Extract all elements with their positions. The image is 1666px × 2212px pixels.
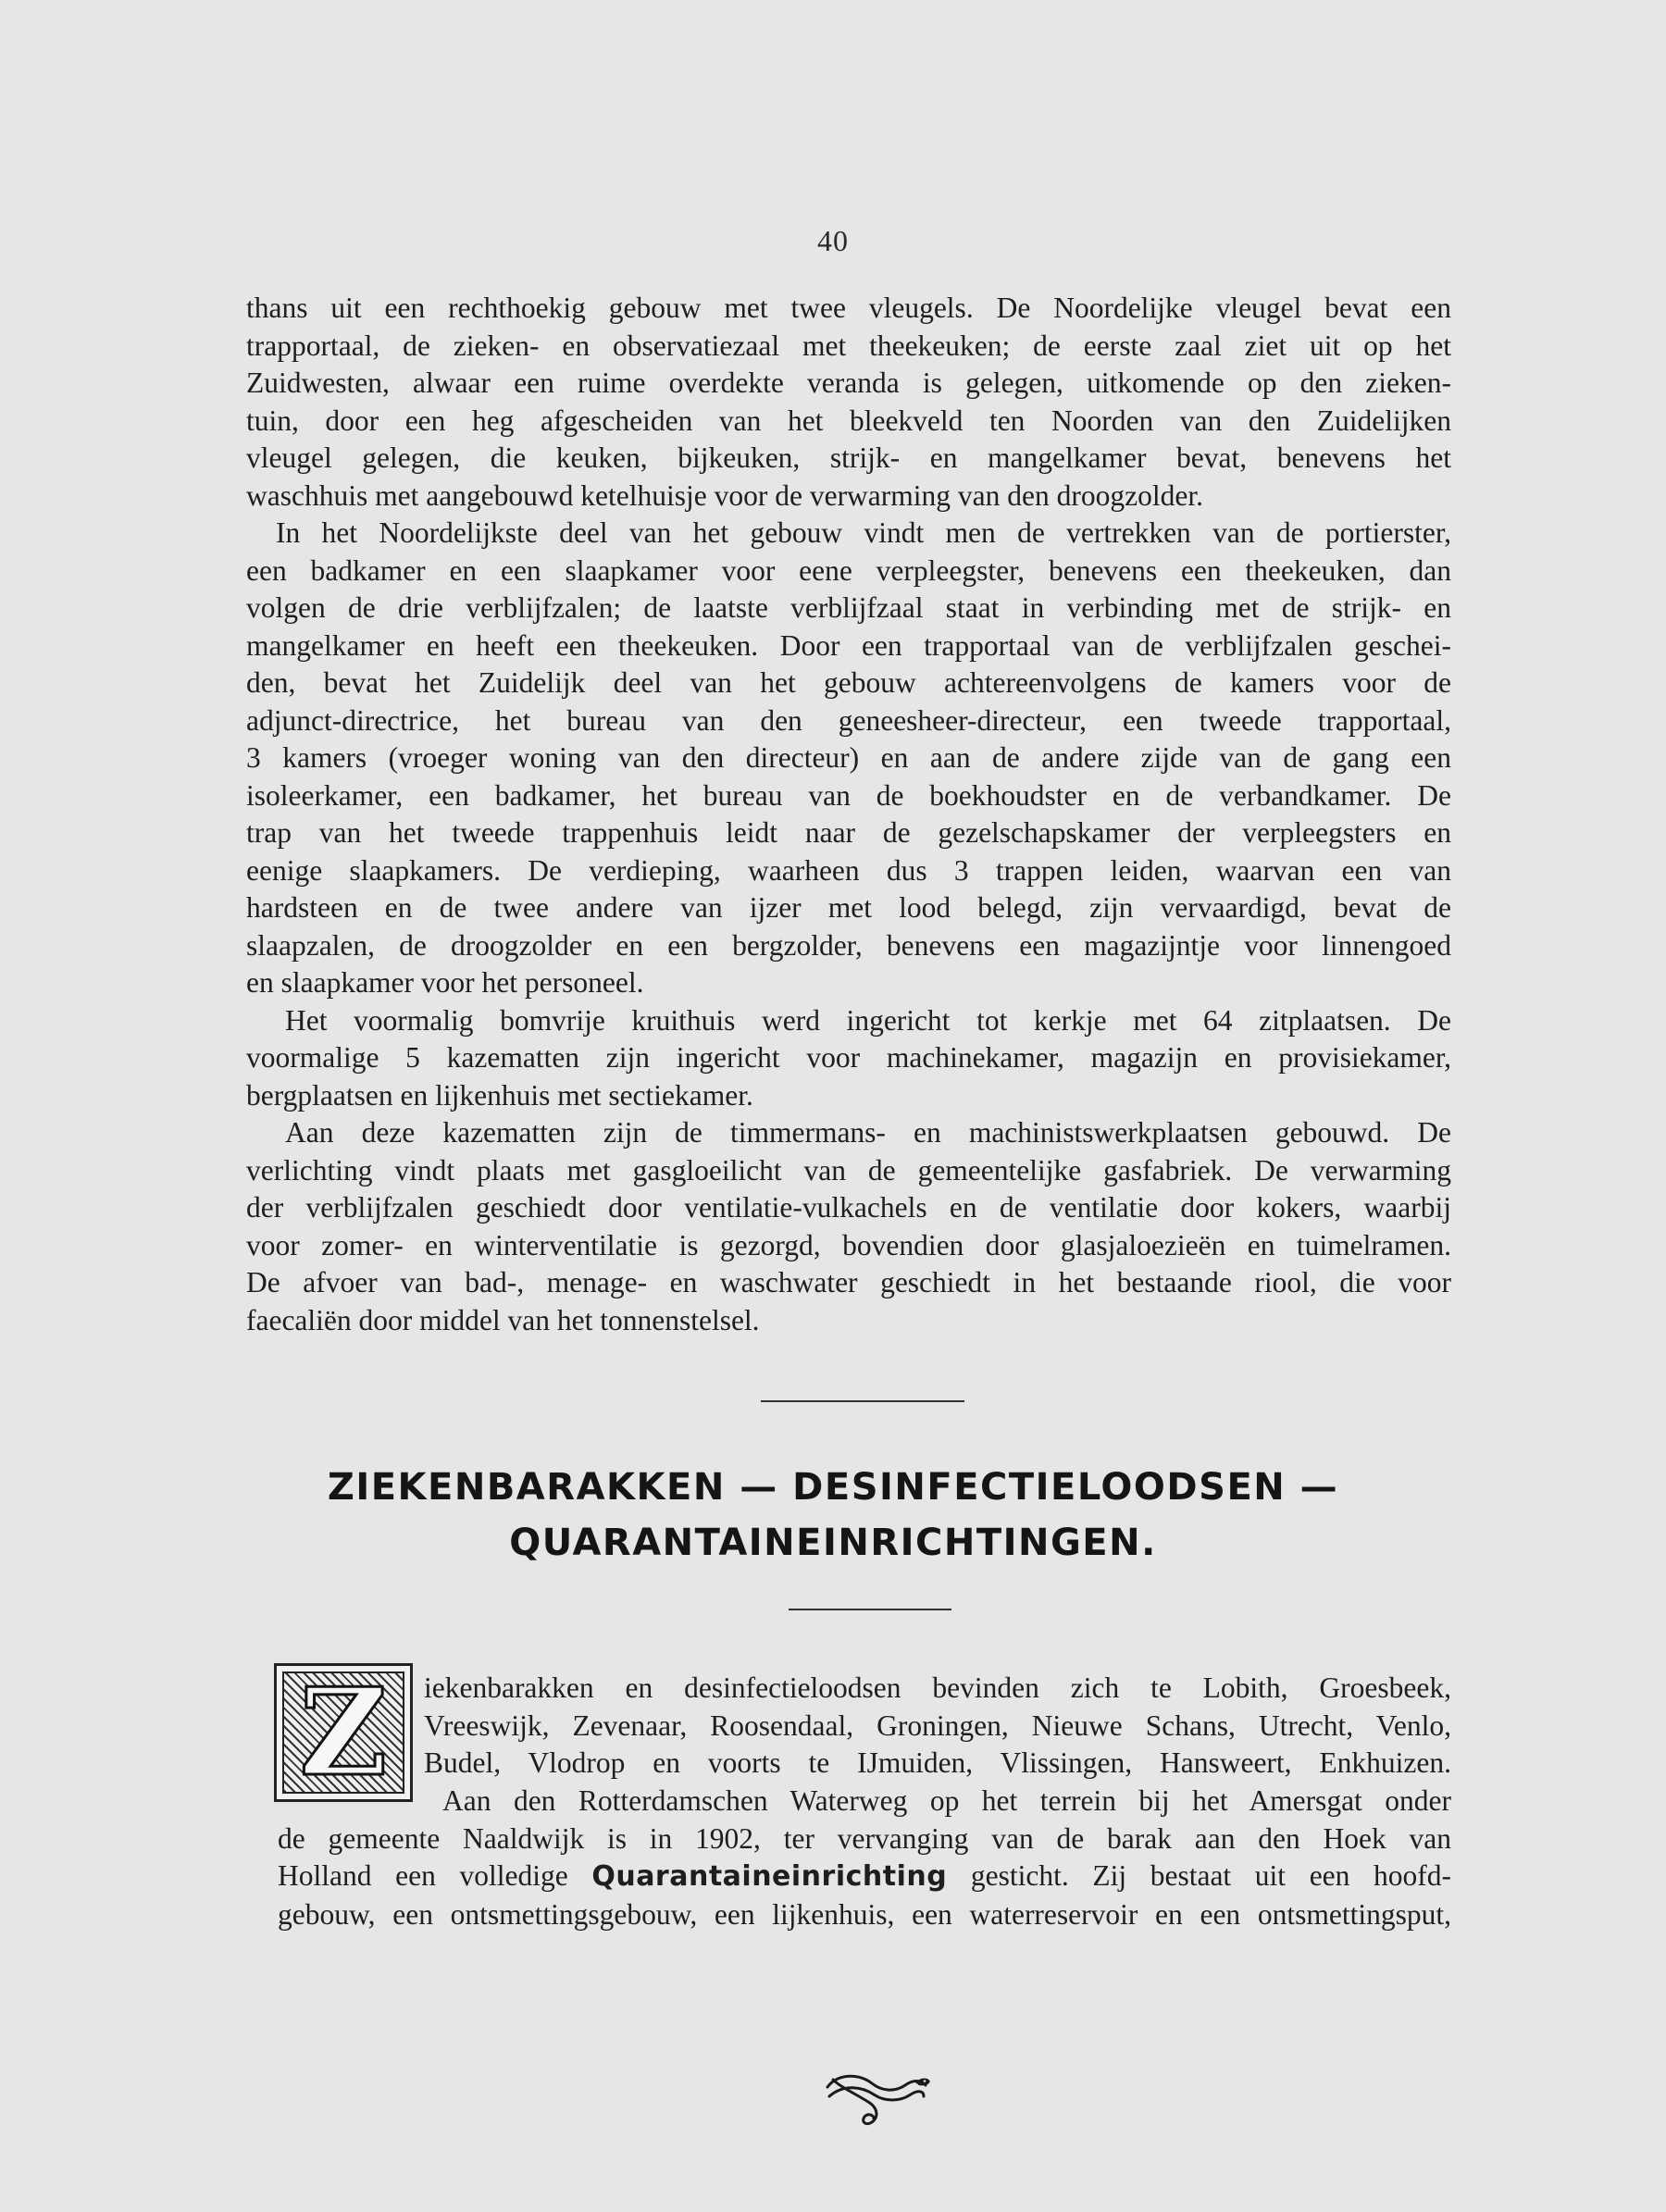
text-line: De afvoer van bad-, menage- en waschwater geschiedt in het bestaande riool, die voor	[246, 1266, 1451, 1299]
text-line: trap van het tweede trappenhuis leidt naar de gezelschapskamer der verpleegsters en	[246, 816, 1451, 849]
paragraph-wings	[246, 290, 1451, 1339]
text-line: en slaapkamer voor het personeel.	[246, 966, 644, 999]
text-line: Het voormalig bomvrije kruithuis werd ingericht tot kerkje met 64 zitplaatsen. De	[285, 1003, 1451, 1037]
text-line: een badkamer en een slaapkamer voor eene verpleegster, benevens een theekeuken, dan	[246, 553, 1451, 587]
text-line: tuin, door een heg afgescheiden van het bleekveld ten Noorden van den Zuidelijken	[246, 404, 1451, 437]
text-line: waschhuis met aangebouwd ketelhuisje voor de verwarming van den droogzolder.	[246, 478, 1203, 512]
text-line: iekenbarakken en desinfectieloodsen bevinden zich te Lobith, Groesbeek,	[424, 1671, 1451, 1704]
text-fragment: Holland een volledige	[278, 1859, 568, 1892]
ornamental-initial	[274, 1663, 413, 1802]
text-line: mangelkamer en heeft een theekeuken. Door een trapportaal van de verblijfzalen geschei-	[246, 628, 1451, 662]
section-heading: ZIEKENBARAKKEN — DESINFECTIELOODSEN —	[327, 1466, 1339, 1509]
text-line: bergplaatsen en lijkenhuis met sectiekamer.	[246, 1078, 753, 1112]
initial-letter: Z	[299, 1671, 388, 1794]
paragraph-barracks-opening	[424, 1670, 1451, 1783]
text-line: voor zomer- en winterventilatie is gezorgd, bovendien door glasjaloezieën en tuimelramen.	[246, 1228, 1451, 1261]
text-line: Zuidwesten, alwaar een ruime overdekte veranda is gelegen, uitkomende op den zieken-	[246, 367, 1451, 399]
text-line: hardsteen en de twee andere van ijzer met lood belegd, zijn vervaardigd, bevat de	[246, 891, 1451, 924]
text-line: slaapzalen, de droogzolder en een bergzolder, benevens een magazijntje voor linnengoed	[246, 928, 1451, 962]
section-divider	[761, 1400, 964, 1402]
text-line: den, bevat het Zuidelijk deel van het gebouw achtereenvolgens de kamers voor de	[246, 666, 1451, 699]
text-line: volgen de drie verblijfzalen; de laatste verblijfzaal staat in verbinding met de strijk- en	[246, 591, 1451, 624]
text-fragment: gesticht. Zij bestaat uit een hoofd-	[970, 1859, 1452, 1892]
text-line: Vreeswijk, Zevenaar, Roosendaal, Groningen, Nieuwe Schans, Utrecht, Venlo,	[424, 1709, 1451, 1742]
text-line: de gemeente Naaldwijk is in 1902, ter vervanging van de barak aan den Hoek van	[278, 1821, 1451, 1855]
text-line: thans uit een rechthoekig gebouw met twee vleugels. De Noordelijke vleugel bevat een	[246, 292, 1451, 324]
text-line: Aan den Rotterdamschen Waterweg op het terrein bij het Amersgat onder	[442, 1784, 1451, 1817]
paragraph-quarantine	[278, 1783, 1451, 1933]
text-line: gebouw, een ontsmettingsgebouw, een lijkenhuis, een waterreservoir en een ontsmettingsput,	[278, 1897, 1451, 1931]
text-line: adjunct-directrice, het bureau van den geneesheer-directeur, een tweede trapportaal,	[246, 703, 1451, 737]
text-line: In het Noordelijkste deel van het gebouw vindt men de vertrekken van de portierster,	[276, 516, 1451, 549]
text-line: vleugel gelegen, die keuken, bijkeuken, strijk- en mangelkamer bevat, benevens het	[246, 441, 1451, 474]
text-line: voormalige 5 kazematten zijn ingericht voor machinekamer, magazijn en provisiekamer,	[246, 1041, 1451, 1074]
text-line: verlichting vindt plaats met gasgloeilicht van de gemeentelijke gasfabriek. De verwarming	[246, 1153, 1451, 1187]
text-line	[278, 1858, 1451, 1896]
text-line: isoleerkamer, een badkamer, het bureau van de boekhoudster en de verbandkamer. De	[246, 778, 1451, 812]
section-heading-continued: QUARANTAINEINRICHTINGEN.	[509, 1522, 1157, 1564]
text-line: faecaliën door middel van het tonnenstelsel.	[246, 1303, 760, 1336]
text-line: der verblijfzalen geschiedt door ventilatie-vulkachels en de ventilatie door kokers, waarbij	[246, 1191, 1451, 1224]
heading-divider	[789, 1609, 951, 1610]
keyword-quarantaineinrichting: Quarantaineinrichting	[591, 1860, 948, 1893]
initial-pattern	[282, 1671, 404, 1794]
text-line: eenige slaapkamers. De verdieping, waarheen dus 3 trappen leiden, waarvan een van	[246, 853, 1451, 887]
page-number: 40	[817, 224, 849, 257]
text-line: 3 kamers (vroeger woning van den directeur) en aan de andere zijde van de gang een	[246, 741, 1451, 774]
serpent-tailpiece-ornament	[820, 2059, 931, 2133]
text-line: Budel, Vlodrop en voorts te IJmuiden, Vlissingen, Hansweert, Enkhuizen.	[424, 1746, 1451, 1779]
text-line: Aan deze kazematten zijn de timmermans- en machinistswerkplaatsen gebouwd. De	[285, 1116, 1451, 1149]
text-line: trapportaal, de zieken- en observatiezaal met theekeuken; de eerste zaal ziet uit op het	[246, 329, 1451, 362]
